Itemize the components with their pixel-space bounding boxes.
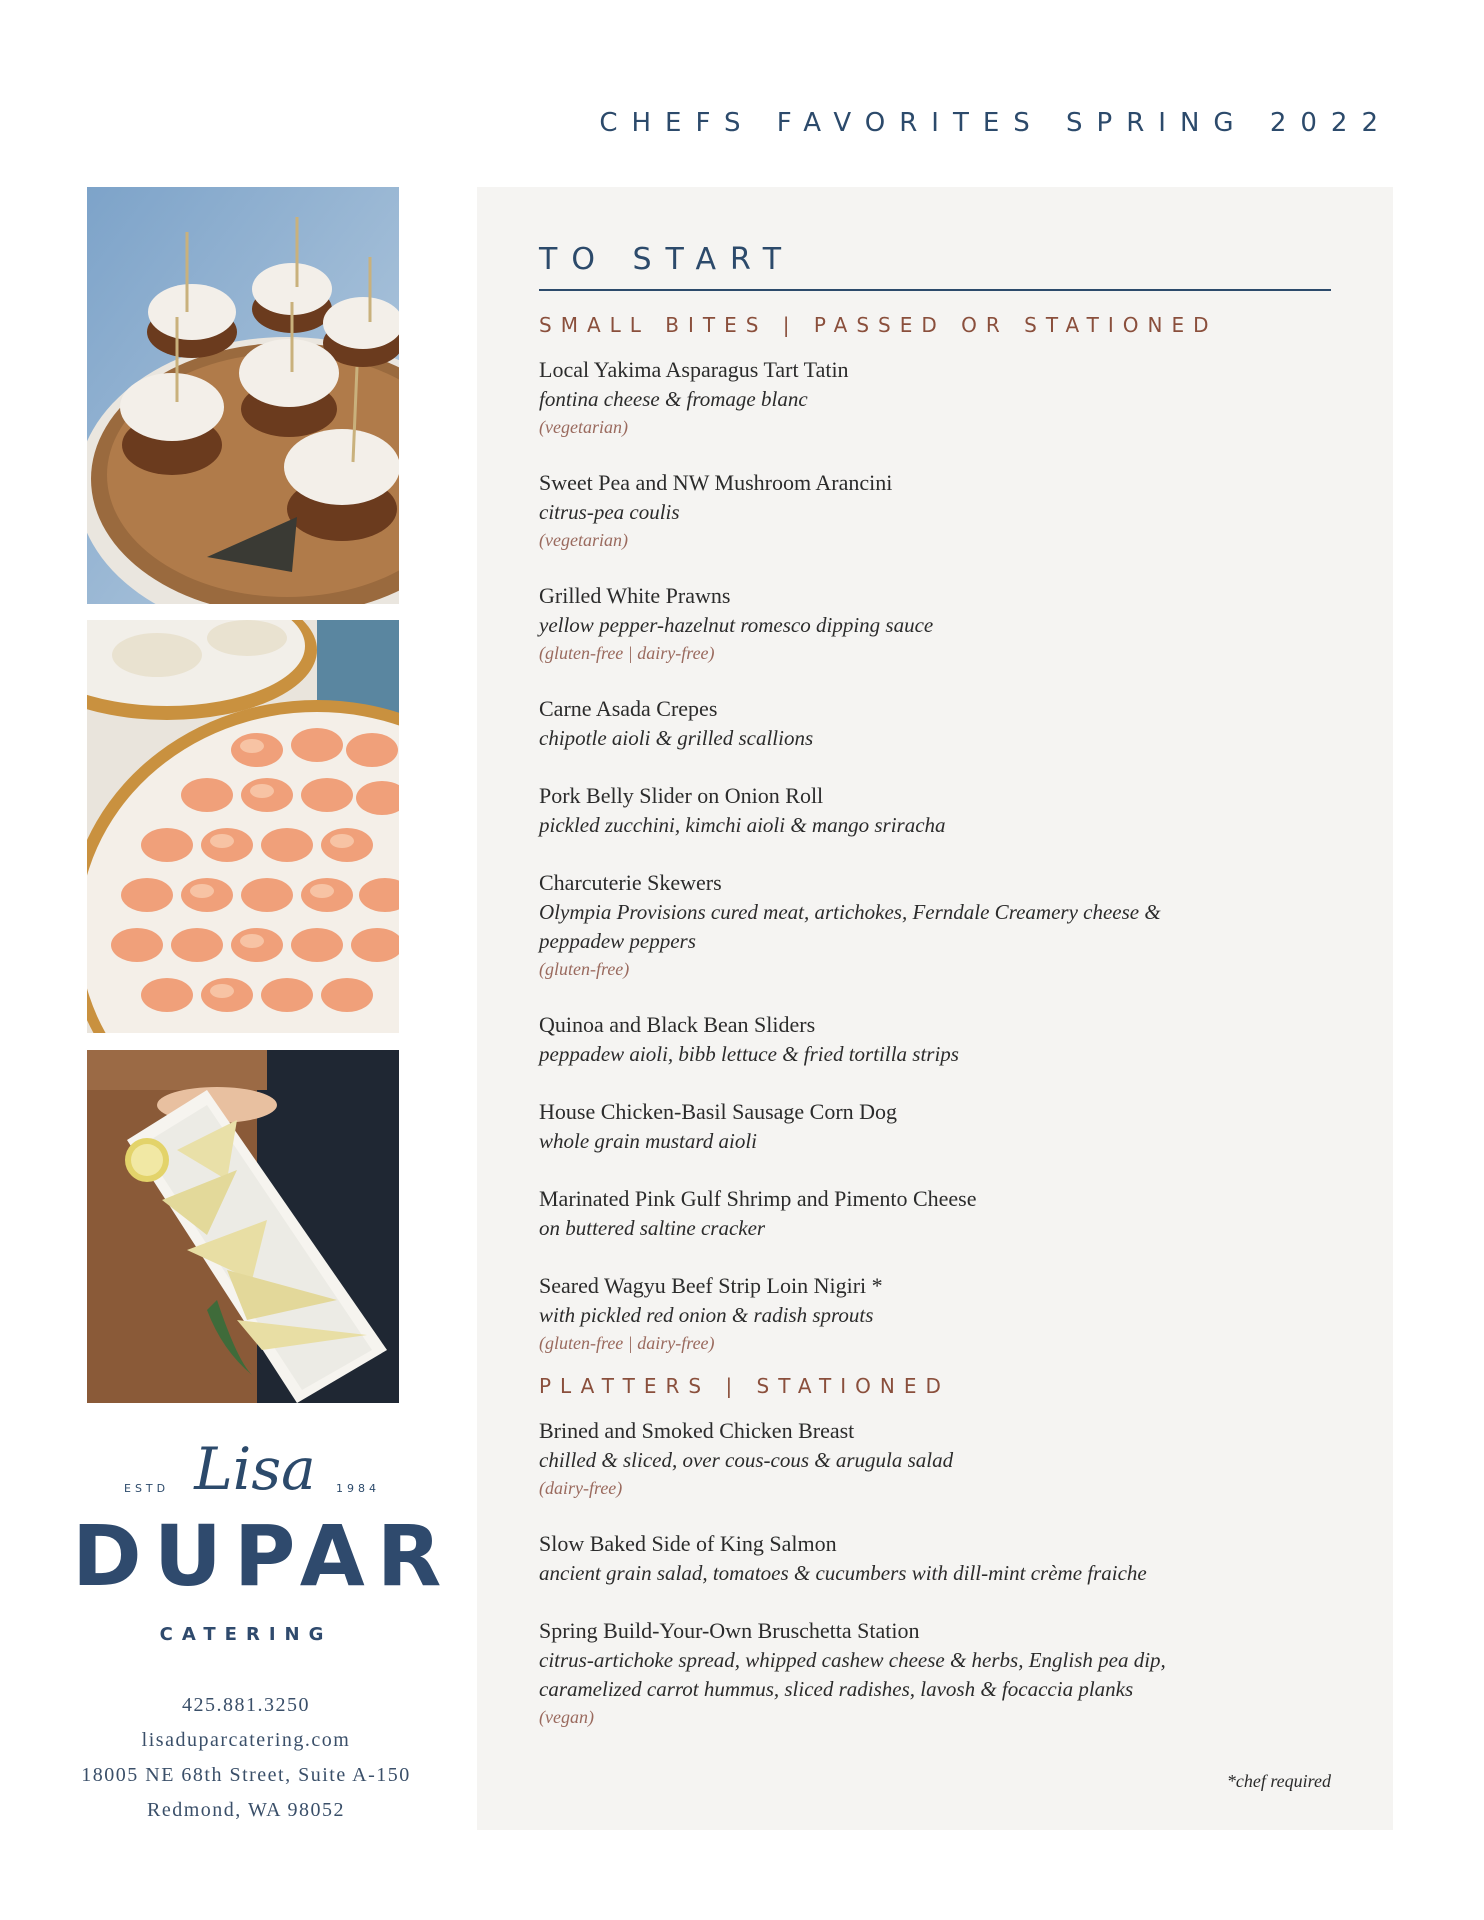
item-diet-tag: (dairy-free) (539, 1478, 623, 1498)
menu-item (539, 581, 1331, 666)
item-name: House Chicken-Basil Sausage Corn Dog (539, 1099, 898, 1124)
menu-item (539, 1097, 1331, 1156)
logo-year-text: 1984 (336, 1482, 380, 1495)
item-description: chipotle aioli & grilled scallions (539, 726, 814, 750)
item-diet-tag: (vegetarian) (539, 417, 628, 437)
platters-list (539, 1416, 1331, 1730)
logo-script-name: Lisa (194, 1435, 316, 1503)
pastry-tray-photo (87, 1050, 399, 1403)
menu-item (539, 868, 1331, 982)
item-name: Charcuterie Skewers (539, 870, 722, 895)
item-name: Seared Wagyu Beef Strip Loin Nigiri * (539, 1273, 883, 1298)
item-description: with pickled red onion & radish sprouts (539, 1303, 874, 1327)
menu-item (539, 1616, 1331, 1730)
page-heading: CHEFS FAVORITES SPRING 2022 (599, 108, 1392, 138)
address-line-2: Redmond, WA 98052 (147, 1799, 345, 1821)
platters-title: PLATTERS | STATIONED (539, 1374, 950, 1398)
menu-item (539, 1416, 1331, 1501)
item-description: yellow pepper-hazelnut romesco dipping sauce (539, 613, 934, 637)
item-name: Marinated Pink Gulf Shrimp and Pimento Cheese (539, 1186, 977, 1211)
section-title: TO START (539, 245, 1331, 291)
item-description: peppadew aioli, bibb lettuce & fried tortilla strips (539, 1042, 959, 1066)
item-name: Brined and Smoked Chicken Breast (539, 1418, 855, 1443)
logo-estd-text: ESTD (124, 1482, 170, 1495)
item-description: Olympia Provisions cured meat, artichokes, Ferndale Creamery cheese & peppadew peppers (539, 900, 1161, 953)
item-name: Carne Asada Crepes (539, 696, 718, 721)
phone-number: 425.881.3250 (182, 1694, 310, 1716)
menu-item (539, 1271, 1331, 1356)
shrimp-platter-photo (87, 620, 399, 1033)
item-name: Sweet Pea and NW Mushroom Arancini (539, 470, 893, 495)
menu-item (539, 1010, 1331, 1069)
item-description: chilled & sliced, over cous-cous & arugula salad (539, 1448, 954, 1472)
item-diet-tag: (vegan) (539, 1707, 594, 1727)
item-description: on buttered saltine cracker (539, 1216, 766, 1240)
small-bites-list (539, 355, 1331, 1356)
item-description: whole grain mustard aioli (539, 1129, 757, 1153)
menu-item (539, 1529, 1331, 1588)
item-name: Slow Baked Side of King Salmon (539, 1531, 837, 1556)
menu-item (539, 1184, 1331, 1243)
item-description: fontina cheese & fromage blanc (539, 387, 808, 411)
item-description: citrus-pea coulis (539, 500, 680, 524)
logo-wordmark: DUPAR (72, 1507, 454, 1605)
contact-info (60, 1688, 432, 1828)
menu-item (539, 468, 1331, 553)
item-description: citrus-artichoke spread, whipped cashew cheese & herbs, English pea dip, caramelized carrot hummus, sliced radishes, lavosh & focaccia planks (539, 1648, 1166, 1701)
item-name: Local Yakima Asparagus Tart Tatin (539, 357, 849, 382)
item-description: ancient grain salad, tomatoes & cucumbers with dill-mint crème fraiche (539, 1561, 1147, 1585)
item-diet-tag: (gluten-free) (539, 959, 630, 979)
small-bites-title: SMALL BITES | PASSED OR STATIONED (539, 313, 1218, 337)
company-logo (60, 1435, 454, 1645)
menu-item (539, 781, 1331, 840)
menu-item (539, 355, 1331, 440)
menu-panel (477, 187, 1393, 1830)
item-name: Pork Belly Slider on Onion Roll (539, 783, 824, 808)
website-link[interactable]: lisaduparcatering.com (141, 1729, 351, 1751)
item-name: Quinoa and Black Bean Sliders (539, 1012, 816, 1037)
item-diet-tag: (gluten-free | dairy-free) (539, 1333, 715, 1353)
chef-footnote: *chef required (1226, 1771, 1331, 1791)
item-name: Grilled White Prawns (539, 583, 731, 608)
item-name: Spring Build-Your-Own Bruschetta Station (539, 1618, 920, 1643)
sliders-photo (87, 187, 399, 604)
item-description: pickled zucchini, kimchi aioli & mango sriracha (539, 813, 946, 837)
menu-item (539, 694, 1331, 753)
item-diet-tag: (gluten-free | dairy-free) (539, 643, 715, 663)
item-diet-tag: (vegetarian) (539, 530, 628, 550)
logo-subtitle: CATERING (159, 1624, 333, 1645)
address-line-1: 18005 NE 68th Street, Suite A-150 (81, 1764, 411, 1786)
